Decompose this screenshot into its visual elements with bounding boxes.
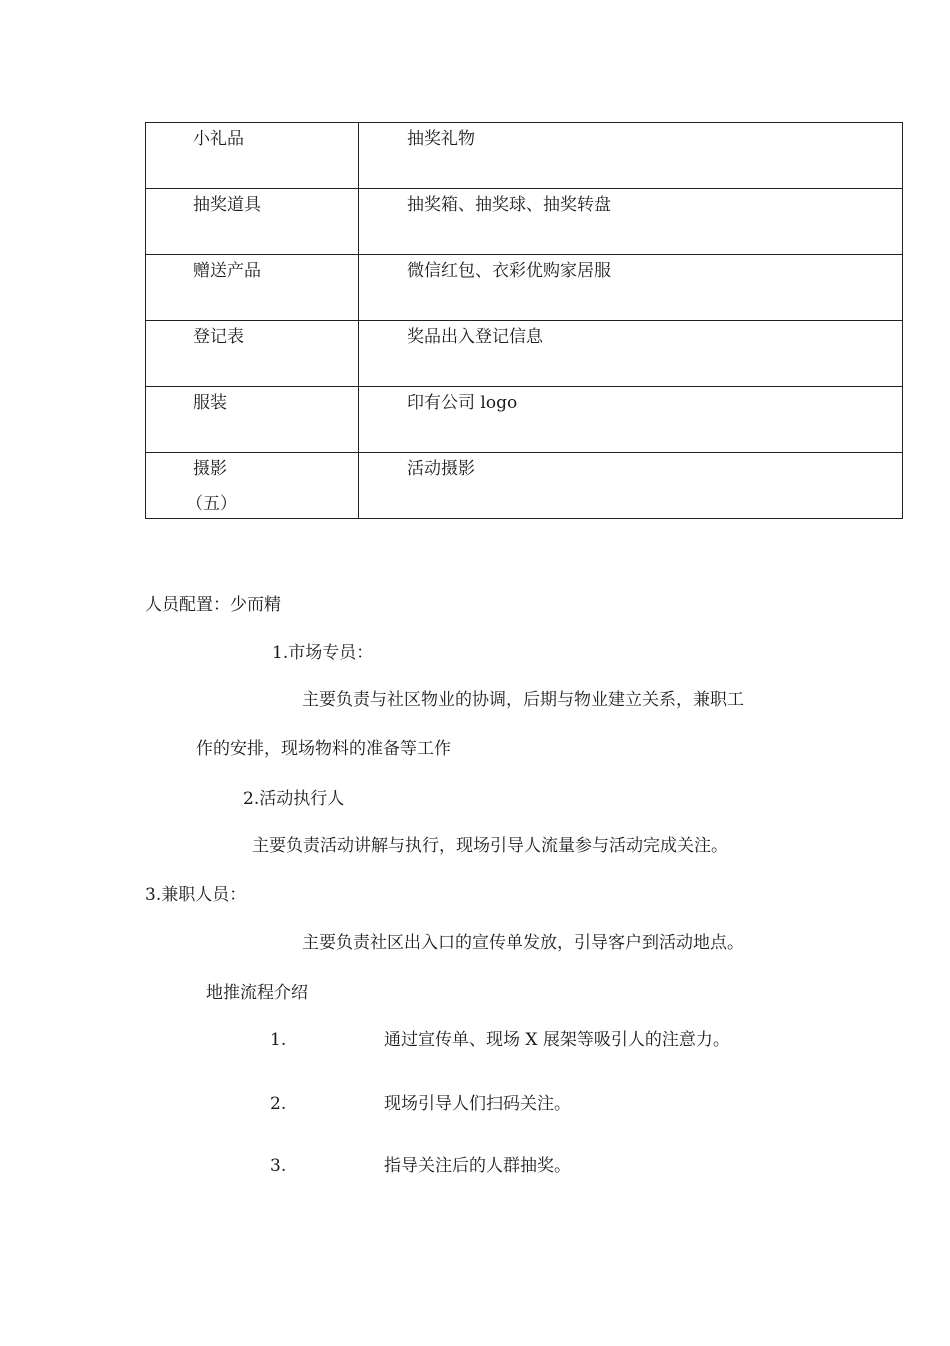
step-number: 1.: [270, 1030, 287, 1050]
step-text: 通过宣传单、现场 X 展架等吸引人的注意力。: [384, 1030, 730, 1050]
desc-cell: 抽奖箱、抽奖球、抽奖转盘: [359, 189, 903, 255]
desc-cell: 活动摄影: [359, 453, 903, 519]
item-cell: 摄影: [146, 453, 359, 519]
table-row: [146, 255, 903, 321]
table-row: [146, 387, 903, 453]
process-heading: 地推流程介绍: [206, 983, 308, 1003]
materials-table: [145, 122, 903, 519]
role-desc: 主要负责社区出入口的宣传单发放，引导客户到活动地点。: [302, 933, 744, 953]
table-row: [146, 453, 903, 519]
role-desc: 主要负责活动讲解与执行，现场引导人流量参与活动完成关注。: [252, 836, 728, 856]
item-cell: 登记表: [146, 321, 359, 387]
staffing-heading: 人员配置：少而精: [145, 595, 281, 615]
step-text: 指导关注后的人群抽奖。: [384, 1156, 571, 1176]
table-row: [146, 189, 903, 255]
step-text: 现场引导人们扫码关注。: [384, 1094, 571, 1114]
table-row: [146, 123, 903, 189]
item-cell: 服装: [146, 387, 359, 453]
desc-cell: 奖品出入登记信息: [359, 321, 903, 387]
desc-cell: 微信红包、衣彩优购家居服: [359, 255, 903, 321]
step-number: 3.: [270, 1156, 287, 1176]
role-desc-line: 主要负责与社区物业的协调，后期与物业建立关系，兼职工: [302, 690, 744, 710]
role-title: 3.兼职人员：: [145, 885, 247, 905]
desc-cell: 抽奖礼物: [359, 123, 903, 189]
item-cell: 抽奖道具: [146, 189, 359, 255]
table-row: [146, 321, 903, 387]
role-title: 1.市场专员：: [272, 643, 374, 663]
role-desc-line: 作的安排，现场物料的准备等工作: [196, 739, 451, 759]
section-marker: （五）: [186, 494, 237, 514]
item-cell: 小礼品: [146, 123, 359, 189]
item-cell: 赠送产品: [146, 255, 359, 321]
role-title: 2.活动执行人: [243, 789, 345, 809]
step-number: 2.: [270, 1094, 287, 1114]
desc-cell: 印有公司 logo: [359, 387, 903, 453]
